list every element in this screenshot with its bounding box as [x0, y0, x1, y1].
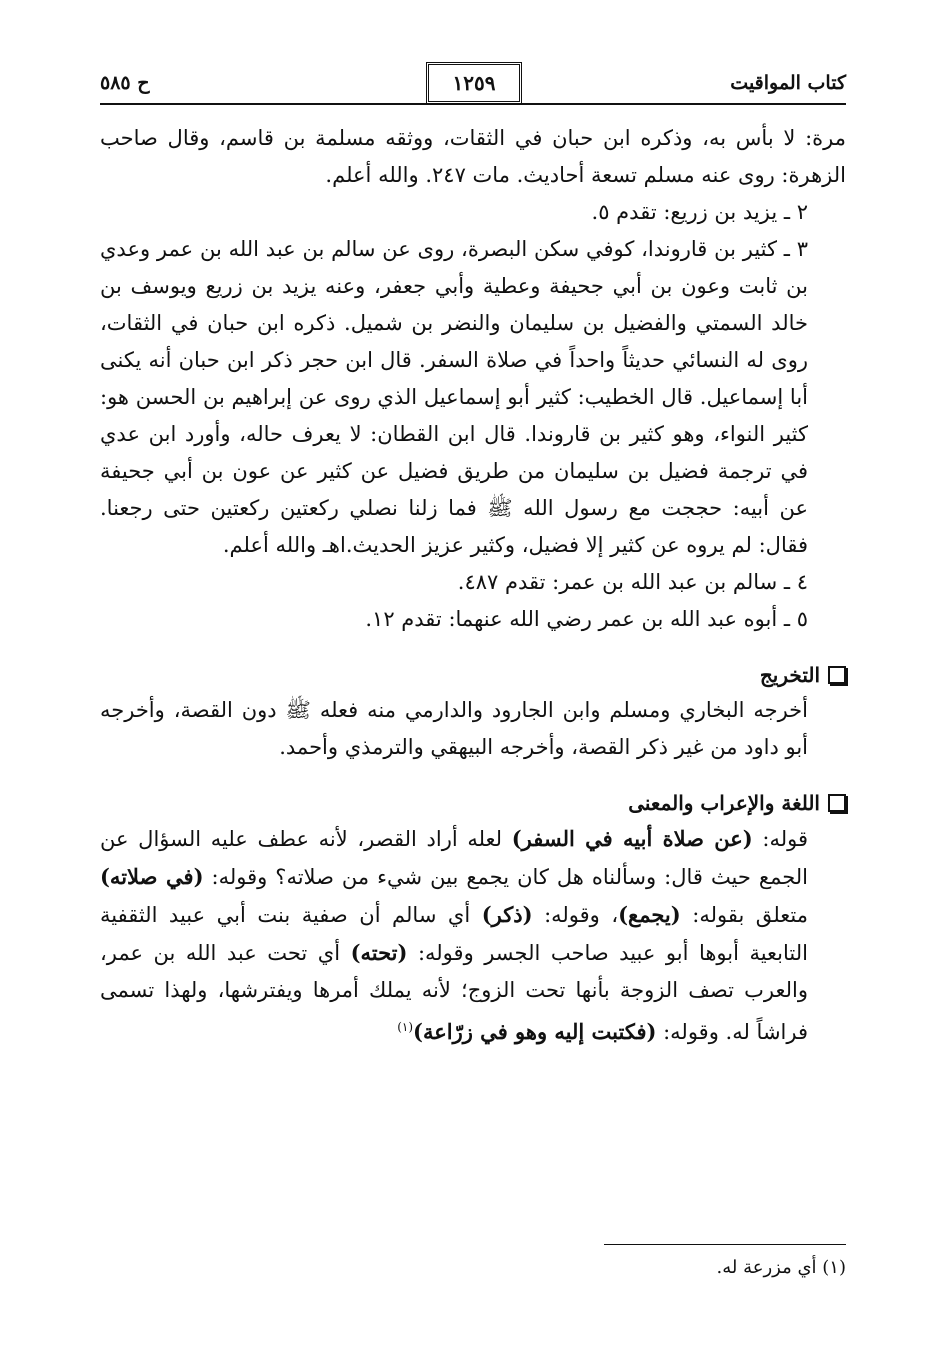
book-title: كتاب المواقيت	[730, 72, 846, 94]
checkbox-square-icon	[828, 794, 846, 812]
lugha-quote: (ذكر)	[481, 902, 533, 927]
takhrij-heading-label: التخريج	[759, 662, 820, 687]
takhrij-heading	[100, 658, 846, 692]
lugha-text-run: لعله أراد القصر، لأنه عطف عليه السؤال عن الجمع حيث قال: وسألناه هل كان يجمع بين شيء من صلاته؟ وقوله:	[100, 827, 808, 889]
narrator-3: ٣ ـ كثير بن قاروندا، كوفي سكن البصرة، روى عن سالم بن عبد الله بن عمر وعدي بن ثابت وعون بن أبي جحيفة وعطية وأبي جعفر، وعنه يزيد بن زريع ويوسف بن خالد السمتي والفضيل بن سليمان والنضر بن شميل. ذكره ابن حبان في الثقات، روى له النسائي حديثاً واحداً في صلاة السفر. قال ابن حجر ذكر ابن حبان أنه يكنى أبا إسماعيل. قال الخطيب: كثير أبو إسماعيل الذي روى عن إبراهيم بن الحسن هو: كثير النواء، وهو كثير بن قاروندا. قال ابن القطان: لا يعرف حاله، وأورد ابن عدي في ترجمة فضيل بن سليمان من طريق فضيل عن كثير عن عون بن أبي جحيفة عن أبيه: حججت مع رسول الله ﷺ فما زلنا نصلي ركعتين ركعتين حتى رجعنا. فقال: لم يروه عن كثير إلا فضيل، وكثير عزيز الحديث.اهـ والله أعلم.	[100, 237, 808, 557]
hadith-reference: ح ٥٨٥	[100, 72, 150, 94]
lugha-quote: (فكتبت إليه وهو في زرّاعة)	[413, 1019, 657, 1044]
narrator-paragraph-1: مرة: لا بأس به، وذكره ابن حبان في الثقات، ووثقه مسلمة بن قاسم، وقال صاحب الزهرة: روى عنه مسلم تسعة أحاديث. مات ٢٤٧. والله أعلم.	[100, 126, 846, 187]
header-rule	[100, 103, 846, 105]
lugha-text-run: ، وقوله:	[532, 903, 619, 927]
lugha-quote: (يجمع)	[618, 902, 681, 927]
narrator-2: ٢ ـ يزيد بن زريع: تقدم ٥.	[591, 200, 808, 224]
page-header	[100, 62, 846, 104]
lugha-heading-label: اللغة والإعراب والمعنى	[628, 790, 820, 815]
footnote-marker: (١)	[397, 1020, 414, 1034]
checkbox-square-icon	[828, 666, 846, 684]
lugha-heading	[100, 786, 846, 820]
lugha-text-run: أي تحت عبد الله بن عمر، والعرب تصف الزوجة بأنها تحت الزوج؛ لأنه يملك أمرها ويفترشها، ولهذا تسمى فراشاً له. وقوله:	[100, 941, 808, 1044]
page-number: ١٢٥٩	[426, 62, 522, 104]
lugha-text	[100, 820, 846, 1051]
lugha-quote: (تحته)	[350, 940, 408, 965]
lugha-text-run: أي سالم أن صفية بنت أبي عبيد الثقفية التابعية أبوها أبو عبيد صاحب الجسر وقوله:	[100, 903, 809, 965]
lugha-quote: (عن صلاة أبيه في السفر)	[511, 826, 753, 851]
main-text	[100, 120, 846, 1051]
narrator-4: ٤ ـ سالم بن عبد الله بن عمر: تقدم ٤٨٧.	[457, 570, 808, 594]
lugha-text-run: قوله:	[752, 827, 808, 851]
footnote: (١) أي مزرعة له.	[716, 1257, 846, 1278]
lugha-quote: (في صلاته)	[100, 864, 204, 889]
narrator-5: ٥ ـ أبوه عبد الله بن عمر رضي الله عنهما: تقدم ١٢.	[365, 607, 808, 631]
footnote-rule	[604, 1244, 846, 1245]
lugha-text-run: متعلق بقوله:	[680, 903, 808, 927]
takhrij-text: أخرجه البخاري ومسلم وابن الجارود والدارمي منه فعله ﷺ دون القصة، وأخرجه أبو داود من غير ذكر القصة، وأخرجه البيهقي والترمذي وأحمد.	[100, 698, 808, 759]
